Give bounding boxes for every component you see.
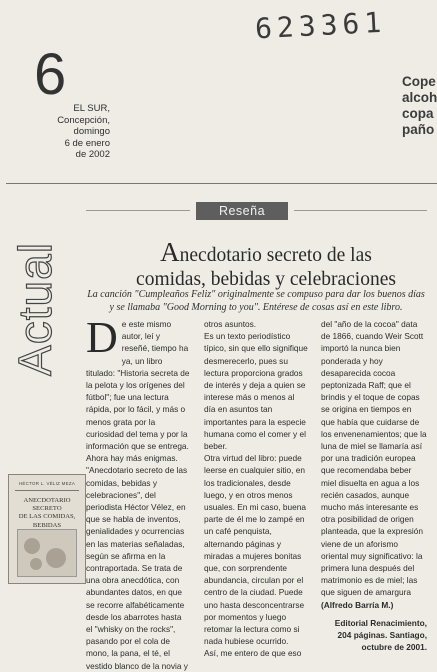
paragraph: Así, me entero de que eso: [204, 648, 302, 659]
paragraph: Ahora hay más enigmas. "Anecdotario secreto de las comidas, bebidas y celebraciones", del periodista Héctor Vélez, en que se habla de inventos, genialidades y ocurrencias en las materias señaladas, según se afirma en la contraportada. Se trata de una obra anecdótica, con abundantes datos, en que se recorre alfabéticamente desde los abarrotes hasta el "whisky on the rocks", pasando por el cola de mono, la pana, el té, el vestido blanco de la novia y: [86, 453, 188, 671]
book-cover-image: [8, 474, 86, 584]
paragraph: Es un texto periodístico típico, sin que ello signifique desmerecerlo, pues su lectura proporciona grados de interés y deja a quien se interese más o menos al día en asuntos tan importantes para la especie humana como el comer y el beber.: [204, 331, 308, 452]
book-title-line: DE LAS COMIDAS, BEBIDAS: [18, 513, 76, 529]
author-signature: (Alfredo Barría M.): [321, 599, 394, 610]
credits-line: 204 páginas. Santiago,: [337, 630, 427, 641]
review-badge: Reseña: [196, 202, 288, 220]
deck-subhead: La canción "Cumpleaños Feliz" originalmente se compuso para dar los buenos días y se llamaba "Good Morning to you". Entérese de cosas así en este libro.: [87, 289, 425, 313]
book-author: HÉCTOR L. VÉLIZ MEZA: [18, 481, 76, 486]
paragraph: otros asuntos.: [204, 319, 257, 329]
headline-line-1-text: necdotario secreto de las: [179, 245, 372, 266]
paragraph: Otra virtud del libro: puede leerse en cualquier sitio, en los tradicionales, desde luego, y en otros menos usuales. En mi caso, buena parte de él me lo zampé en un café penquista, alternando páginas y miradas a mujeres bonitas que, con sorprendente abundancia, circulan por el centro de la ciudad. Puede uno hasta desconcentrarse por momentos y luego retomar la lectura como si nada hubiese ocurrido.: [204, 453, 306, 647]
ad-line: Cope: [402, 74, 436, 89]
credits-line: octubre de 2001.: [361, 642, 427, 653]
headline: [104, 237, 428, 290]
headline-line-2: comidas, bebidas y celebraciones: [136, 269, 396, 290]
dateline-line: 6 de enero: [64, 137, 110, 149]
adjacent-ad-fragment: [402, 74, 437, 138]
divider: [294, 210, 427, 211]
divider: [86, 210, 190, 211]
headline-line-1: [104, 237, 428, 268]
section-label-text: Actual: [9, 242, 61, 376]
dateline-line: de 2002: [75, 149, 110, 160]
paragraph: [321, 318, 427, 611]
dateline-line: Concepción,: [57, 114, 110, 126]
dateline-line: EL SUR,: [73, 103, 110, 114]
page-number: 6: [34, 42, 67, 107]
article-column-2: [204, 318, 308, 659]
section-label: [9, 196, 61, 422]
book-cover-illustration: [17, 529, 77, 577]
ad-line: copa: [402, 106, 434, 121]
publication-credits: [321, 617, 427, 654]
drop-cap: D: [86, 313, 118, 362]
headline-initial: A: [160, 237, 180, 267]
paragraph: e este mismo autor, leí y reseñé, tiempo ha ya, un libro titulado: "Historia secreta de la pelota y los orígenes del fútbol"; fue una lectura rápida, por lo fácil, y más o menos grata por la curiosidad del tema y por la información que se entrega.: [86, 319, 190, 452]
credits-line: Editorial Renacimiento,: [334, 617, 427, 628]
ad-line: paño: [402, 122, 435, 137]
divider: [6, 183, 437, 184]
book-title-line: ANECDOTARIO SECRETO: [23, 497, 71, 513]
handwritten-archive-number: 623361: [254, 5, 387, 46]
article-column-1: [86, 313, 190, 671]
dateline: [40, 103, 110, 165]
ad-line: alcoh: [402, 90, 437, 105]
paragraph-text: del "año de la cocoa" data de 1866, cuando Weir Scott importó la nunca bien ponderada y hoy desaparecida cocoa peptonizada Raff; que el brindis y el toque de copas se origina en tiempos en que había que cuidarse de los envenenamientos; que la luna de miel se llamaría así por una tradición europea que recomendaba beber miel disuelta en agua a los recién casados, aunque mucho más interesante es otra posibilidad de origen planteada, que la expresión viene de un aforismo oriental muy significativo: la primera luna después del matrimonio es de miel; las que siguen de amargura: [321, 319, 427, 598]
dateline-line: domingo: [73, 126, 110, 137]
divider: [15, 490, 79, 491]
article-column-3: [321, 318, 427, 653]
